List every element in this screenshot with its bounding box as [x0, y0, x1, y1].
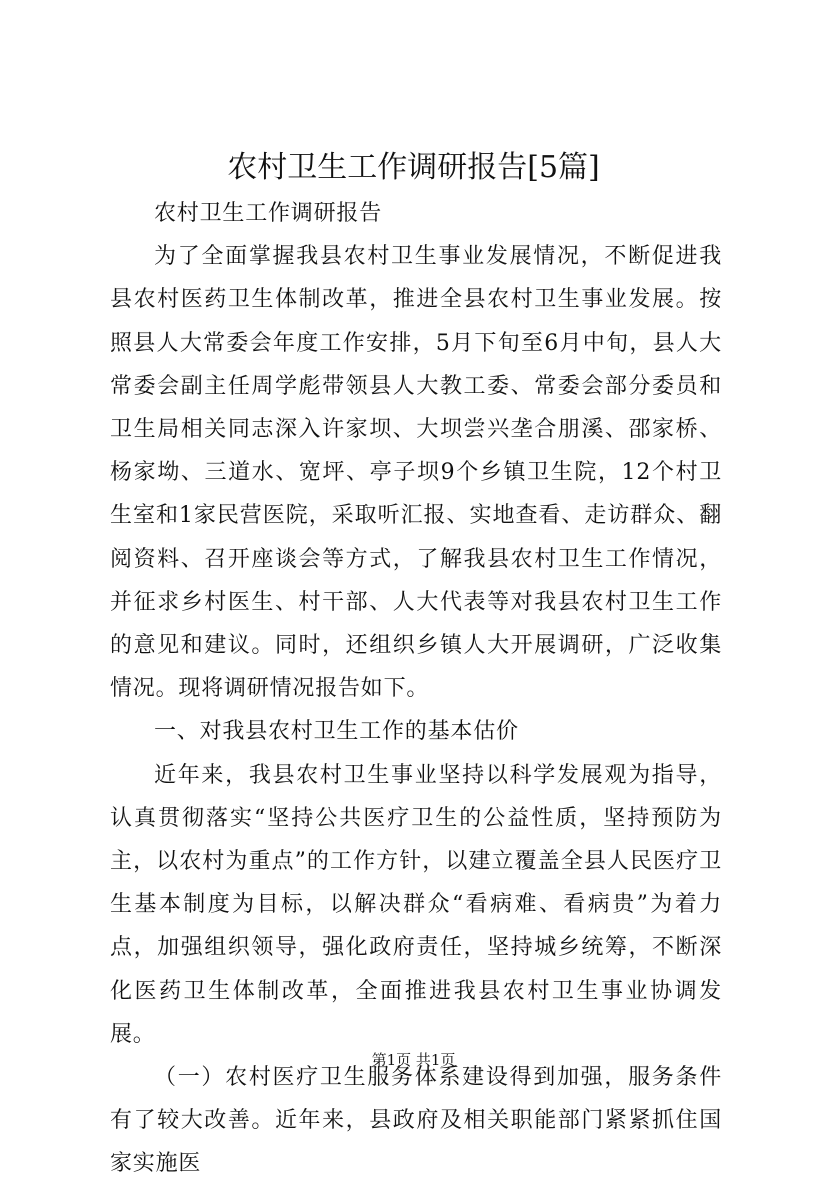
section-heading: 一、对我县农村卫生工作的基本估价: [154, 719, 519, 745]
body-paragraph: 近年来，我县农村卫生事业坚持以科学发展观为指导，认真贯彻落实“坚持公共医疗卫生的公益性质，坚持预防为主，以农村为重点”的工作方针，以建立覆盖全县人民医疗卫生基本制度为目标，以解决群众“看病难、看病贵”为着力点，加强组织领导，强化政府责任，坚持城乡统筹，不断深化医药卫生体制改革，全面推进我县农村卫生事业协调发展。: [110, 762, 722, 1047]
document-body: [110, 192, 722, 1186]
page-footer: 第1页 共1页: [371, 1051, 456, 1069]
body-paragraph: （一）农村医疗卫生服务体系建设得到加强，服务条件有了较大改善。近年来，县政府及相关职能部门紧紧抓住国家实施医: [110, 1065, 722, 1177]
section-heading: 农村卫生工作调研报告: [154, 201, 383, 226]
document-title: 农村卫生工作调研报告[5篇]: [227, 150, 600, 185]
body-paragraph: 为了全面掌握我县农村卫生事业发展情况，不断促进我县农村医药卫生体制改革，推进全县农村卫生事业发展。按照县人大常委会年度工作安排，5月下旬至6月中旬，县人大常委会副主任周学彪带领县人大教工委、常委会部分委员和卫生局相关同志深入许家坝、大坝尝兴垄合朋溪、邵家桥、杨家坳、三道水、宽坪、亭子坝9个乡镇卫生院，12个村卫生室和1家民营医院，采取听汇报、实地查看、走访群众、翻阅资料、召开座谈会等方式，了解我县农村卫生工作情况，并征求乡村医生、村干部、人大代表等对我县农村卫生工作的意见和建议。同时，还组织乡镇人大开展调研，广泛收集情况。现将调研情况报告如下。: [110, 244, 722, 702]
